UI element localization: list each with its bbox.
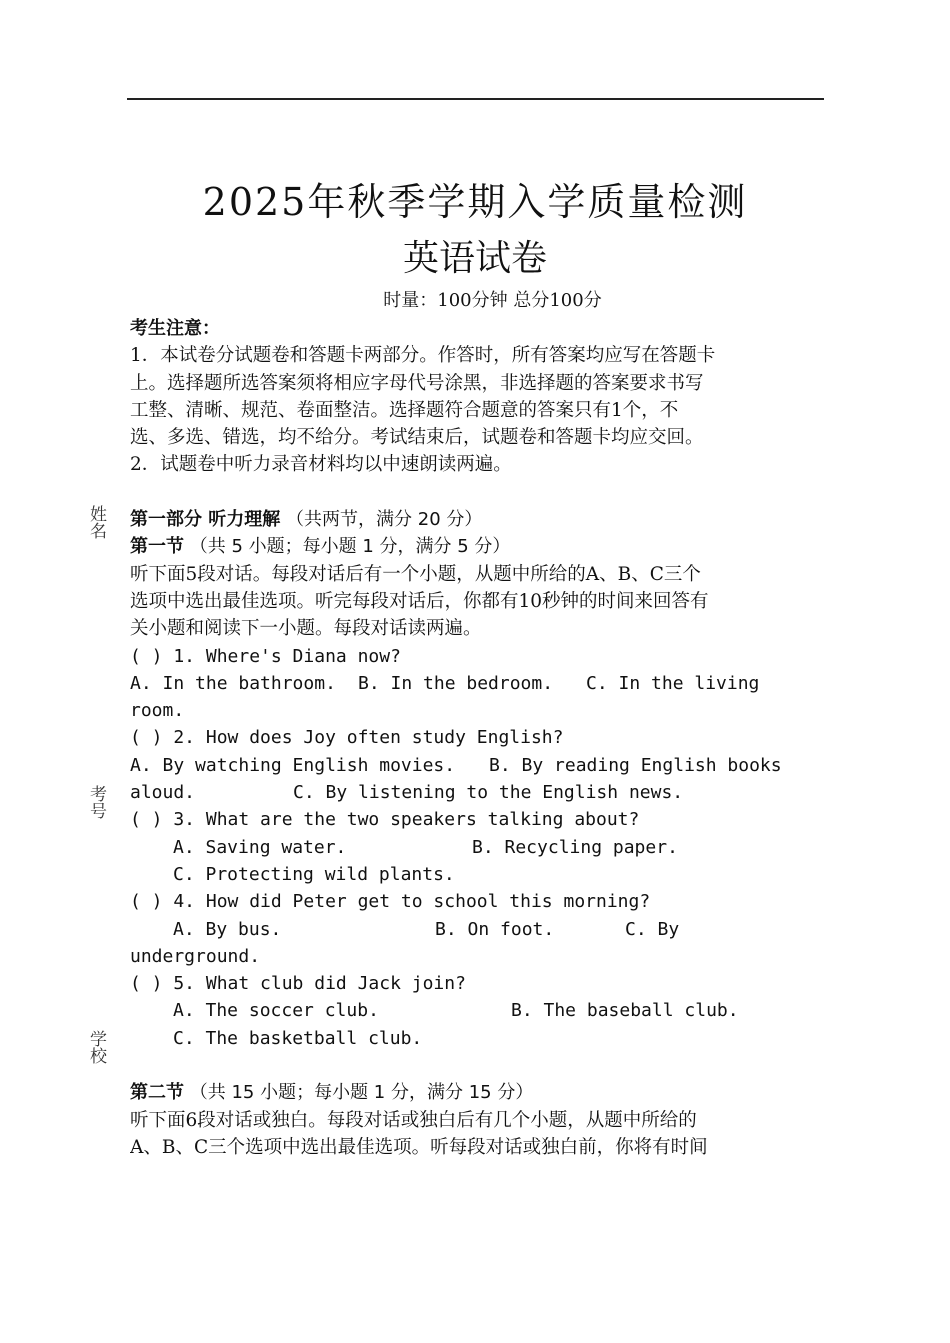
side-label-name: 姓名 [86,505,106,539]
q1-option-c-wrap: room. [130,700,185,722]
top-rule [127,98,824,100]
section1-intro-line: 关小题和阅读下一小题。每段对话读两遍。 [130,618,482,640]
q3-option-b: B. Recycling paper. [472,836,678,858]
question-5-stem: ( ) 5. What club did Jack join? [130,973,466,995]
notice-line: 上。选择题所选答案须将相应字母代号涂黑，非选择题的答案要求书写 [130,372,704,394]
section1-intro-line: 听下面5段对话。每段对话后有一个小题，从题中所给的A、B、C三个 [130,563,701,585]
q4-option-b: B. On foot. [435,918,555,940]
q5-option-a: A. The soccer club. [173,1000,379,1022]
q4-option-a: A. By bus. [173,918,282,940]
question-2-options [130,752,830,779]
q2-option-b: B. By reading English books [489,754,782,776]
notice-line: 选、多选、错选，均不给分。考试结束后，试题卷和答题卡均应交回。 [130,427,704,449]
exam-content [130,315,830,1161]
notice-heading: 考生注意： [130,318,220,339]
question-5-options [130,997,830,1024]
q1-option-b: B. In the bedroom. [358,672,554,694]
side-label-school: 学校 [86,1030,106,1064]
section1-heading: 第一节 [130,536,184,558]
exam-subtitle: 英语试卷 [402,238,547,279]
notice-line: 1．本试卷分试题卷和答题卡两部分。作答时，所有答案均应写在答题卡 [130,345,716,367]
section2-intro-line: A、B、C三个选项中选出最佳选项。听每段对话或独白前，你将有时间 [130,1136,708,1158]
q2-option-c: C. By listening to the English news. [293,782,684,804]
question-3-stem: ( ) 3. What are the two speakers talking about? [130,809,640,831]
part1-heading-row [130,506,830,533]
question-1-stem: ( ) 1. Where's Diana now? [130,645,401,667]
notice-line: 2．试题卷中听力录音材料均以中速朗读两遍。 [130,454,512,476]
question-2-options-cont [130,779,830,806]
section1-intro-line: 选项中选出最佳选项。听完每段对话后，你都有10秒钟的时间来回答有 [130,590,709,612]
q4-option-c: C. By [625,918,680,940]
exam-title: 2025年秋季学期入学质量检测 [202,180,748,224]
section2-heading: 第二节 [130,1082,184,1104]
question-1-options [130,670,830,697]
section1-heading-note: （共 5 小题；每小题 1 分，满分 5 分） [189,536,511,558]
notice-line: 工整、清晰、规范、卷面整洁。选择题符合题意的答案只有1个，不 [130,399,679,421]
question-3-options [130,834,830,861]
q1-option-a: A. In the bathroom. [130,672,336,694]
q4-option-c-wrap: underground. [130,945,261,967]
section1-heading-row [130,533,830,560]
q3-option-c: C. Protecting wild plants. [173,863,455,885]
q1-option-c: C. In the living [586,672,760,694]
q5-option-c: C. The basketball club. [173,1027,423,1049]
question-2-stem: ( ) 2. How does Joy often study English? [130,727,564,749]
question-4-options [130,916,830,943]
part1-heading-note: （共两节，满分 20 分） [286,509,483,531]
section2-intro-line: 听下面6段对话或独白。每段对话或独白后有几个小题，从题中所给的 [130,1109,697,1131]
section2-heading-row [130,1079,830,1106]
q2-option-a: A. By watching English movies. [130,754,456,776]
side-label-number: 考号 [86,785,106,819]
exam-meta: 时量：100分钟 总分100分 [383,290,602,311]
part1-heading: 第一部分 听力理解 [130,509,281,531]
question-4-stem: ( ) 4. How did Peter get to school this morning? [130,891,651,913]
q2-option-b-wrap: aloud. [130,782,196,804]
q5-option-b: B. The baseball club. [511,1000,739,1022]
section2-heading-note: （共 15 小题；每小题 1 分，满分 15 分） [189,1082,534,1104]
q3-option-a: A. Saving water. [173,836,347,858]
